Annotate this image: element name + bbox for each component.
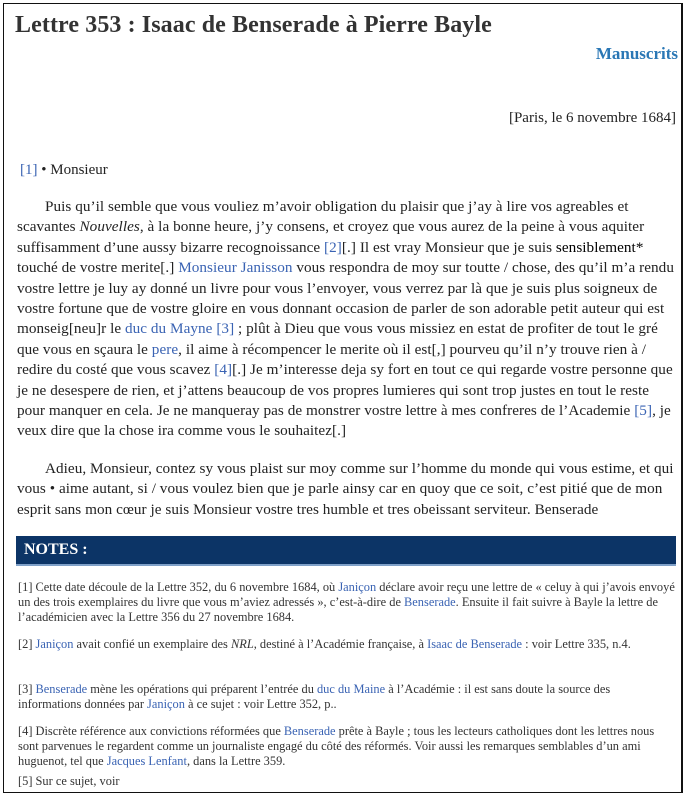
text-run: [2] — [18, 637, 36, 651]
person-link-benserade[interactable]: Benserade — [283, 724, 336, 738]
text-run: [3] — [18, 682, 36, 696]
person-link-janicon[interactable]: Janiçon — [147, 697, 185, 711]
letter-paragraph-1 — [17, 197, 674, 442]
text-run: , il aime à récompencer le merite où il est[,] pourveu qu’il n’y trouve rien à / redire du costé que vous scavez — [17, 340, 647, 379]
letter-salutation — [20, 162, 108, 179]
note-2 — [18, 637, 676, 652]
notes-heading: NOTES : — [16, 536, 676, 566]
person-link-duc-du-maine[interactable]: duc du Maine — [316, 682, 386, 696]
salutation-text: • Monsieur — [41, 162, 108, 178]
text-run: . Ensuite il fait suivre à Bayle la lettre de l’académicien avec la Lettre 356 du 27 novembre 1684. — [18, 595, 658, 624]
note-ref-1[interactable]: [1] — [20, 162, 38, 178]
text-run: Puis qu’il semble que vous vouliez m’avoir obligation du plaisir que j’ay à lire vos agreables et scavantes — [17, 198, 629, 236]
letter-paragraph-2: Adieu, Monsieur, contez sy vous plaist sur moy comme sur l’homme du monde qui vous estime, et qui vous • aime autant, si / vous voulez bien que je parle ainsy car en quoy que ce soit, c’est pitié que de mon esprit sans mon cœur je suis Monsieur vostre tres humble et tres obeissant serviteur. Benserade — [17, 460, 674, 518]
person-link-benserade[interactable]: Benserade — [35, 682, 88, 696]
italic-nouvelles: Nouvelles — [79, 218, 140, 236]
person-link-pere[interactable]: pere — [151, 340, 179, 358]
text-run: à l’Académie : il est sans doute la source des informations données par — [18, 682, 611, 711]
text-run: : voir Lettre 335, n.4. — [522, 637, 631, 651]
note-5: [5] Sur ce sujet, voir — [18, 774, 120, 788]
text-run: à ce sujet : voir Lettre 352, p.. — [184, 697, 337, 711]
text-run: [.] Il est vray Monsieur que je suis — [341, 238, 556, 256]
note-ref-3[interactable]: [3] — [216, 320, 235, 338]
person-link-jacques-lenfant[interactable]: Jacques Lenfant — [106, 754, 187, 768]
person-link-janisson[interactable]: Monsieur Janisson — [178, 259, 293, 277]
text-run: , dans la Lettre 359. — [186, 754, 286, 768]
text-run: , à la bonne heure, j’y consens, et croyez que vous aurez de la peine à vous aquiter suffisamment d’une aussy bizarre recognoissance — [17, 218, 645, 256]
text-run: [1] Cette date découle de la Lettre 352, du 6 novembre 1684, où — [18, 580, 339, 594]
person-link-duc-du-mayne[interactable]: duc du Mayne — [124, 320, 213, 338]
note-4 — [18, 724, 676, 769]
manuscrits-link[interactable]: Manuscrits — [595, 44, 678, 63]
person-link-janicon[interactable]: Janiçon — [338, 580, 377, 594]
text-run: avait confié un exemplaire des — [73, 637, 231, 651]
text-run: ; plût à Dieu que vous vous missiez en estat de profiter de tout le gré que vous en sçaura le — [17, 320, 658, 358]
letter-date: [Paris, le 6 novembre 1684] — [508, 110, 676, 126]
note-3 — [18, 682, 676, 712]
text-run: touché de vostre merite[.] — [17, 259, 179, 277]
text-run: , destiné à l’Académie française, à — [253, 637, 428, 651]
note-ref-5[interactable]: [5] — [634, 402, 653, 420]
text-run: , je veux dire que la chose ira comme vous le souhaitez[.] — [17, 402, 671, 440]
text-run: déclare avoir reçu une lettre de « celuy à qui j’avois envoyé un des trois exemplaires du livre que vous m’aviez adressés », c’est-à-dire de — [18, 580, 675, 609]
text-run: mène les opérations qui préparent l’entrée du — [87, 682, 317, 696]
person-link-benserade[interactable]: Benserade — [404, 595, 456, 609]
page-title: Lettre 353 : Isaac de Benserade à Pierre Bayle — [15, 12, 492, 38]
text-run: prête à Bayle ; tous les lecteurs catholiques dont les lettres nous sont parvenues le regardent comme un journaliste engagé du côté des réformés. Voir aussi les remarques semblables d’un ami huguenot, tel que — [18, 724, 655, 768]
text-run: vous respondra de moy sur toutte / chose, des qu’il m’a rendu vostre lettre je luy ay donné un livre pour vous l’envoyer, vous verrez par là que je suis plus soigneux de vostre fortune que de vostre gloire en vous donnant occasion de parler de son adorable petit auteur qui est monseig[neu]r le — [17, 259, 674, 338]
glossary-word[interactable]: sensiblement* — [555, 238, 644, 256]
person-link-janicon[interactable]: Janiçon — [35, 637, 74, 651]
italic-nrl: NRL — [230, 637, 254, 651]
text-run: [.] Je m’interesse deja sy fort en tout ce qui regarde vostre personne que je ne desespere de rien, et j’attens beaucoup de vos propres lumieres qui sont trop justes en tout le reste pour manquer en cela. Je ne manqueray pas de monstrer vostre lettre à mes confreres de l’Academie — [17, 361, 673, 420]
note-1 — [18, 580, 676, 625]
person-link-isaac-de-benserade[interactable]: Isaac de Benserade — [427, 637, 523, 651]
note-ref-4[interactable]: [4] — [214, 361, 233, 379]
text-run: [4] Discrète référence aux convictions réformées que — [18, 724, 284, 738]
note-ref-2[interactable]: [2] — [324, 238, 342, 256]
